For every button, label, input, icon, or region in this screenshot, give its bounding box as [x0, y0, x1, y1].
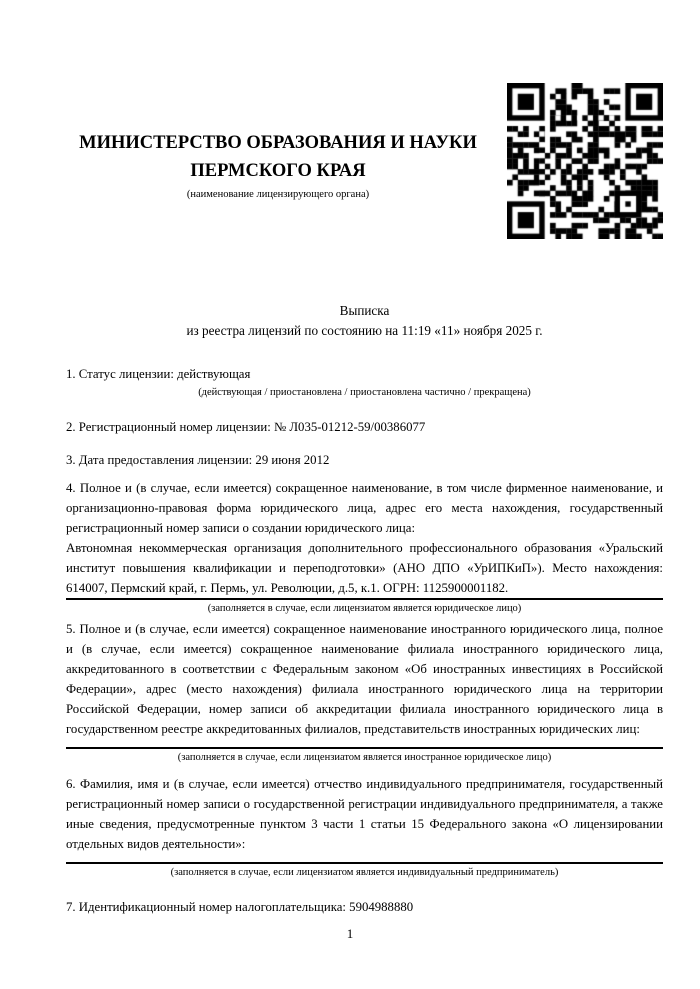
blank-answer-space — [66, 854, 663, 862]
licensing-authority-name — [60, 129, 496, 185]
individual-entrepreneur-question: 6. Фамилия, имя и (в случае, если имеется) отчество индивидуального предпринимателя, государственный регистрационный номер записи о государственной регистрации индивидуального предпринимателя, а также иные сведения, предусмотренные пунктом 3 части 1 статьи 15 Федерального закона «О лицензировании отдельных видов деятельности»: — [66, 777, 663, 851]
item-legal-entity — [66, 478, 663, 615]
grant-date-text: 3. Дата предоставления лицензии: 29 июня 2012 — [66, 453, 330, 467]
fill-line — [66, 862, 663, 864]
legal-entity-question: 4. Полное и (в случае, если имеется) сокращенное наименование, в том числе фирменное наименование, и организационно-правовая форма юридического лица, адрес его места нахождения, государственный регистрационный номер записи о создании юридического лица: — [66, 481, 663, 535]
document-header — [60, 129, 496, 201]
document-title — [66, 301, 663, 341]
item-grant-date — [66, 450, 663, 470]
blank-answer-space — [66, 739, 663, 747]
item-license-status — [66, 364, 663, 399]
page-number: 1 — [346, 926, 354, 941]
legal-entity-caption: (заполняется в случае, если лицензиатом является юридическое лицо) — [207, 603, 522, 614]
registration-number-text: 2. Регистрационный номер лицензии: № Л035-01212-59/00386077 — [66, 420, 426, 434]
ministry-name-line1: МИНИСТЕРСТВО ОБРАЗОВАНИЯ И НАУКИ — [79, 133, 477, 153]
fill-line — [66, 747, 663, 749]
title-line2: из реестра лицензий по состоянию на 11:19 «11» ноября 2025 г. — [186, 323, 543, 338]
taxpayer-id-text: 7. Идентификационный номер налогоплательщика: 5904988880 — [66, 900, 414, 914]
license-status-text: 1. Статус лицензии: действующая — [66, 367, 251, 381]
item-foreign-entity — [66, 619, 663, 764]
ministry-name-line2: ПЕРМСКОГО КРАЯ — [190, 161, 366, 181]
item-registration-number — [66, 417, 663, 437]
title-line1: Выписка — [339, 303, 390, 318]
item-taxpayer-id — [66, 897, 663, 917]
qr-code-icon — [507, 83, 663, 239]
item-individual-entrepreneur — [66, 774, 663, 879]
fill-line — [66, 598, 663, 600]
legal-entity-answer: Автономная некоммерческая организация дополнительного профессионального образования «Уральский институт повышения квалификации и переподготовки» (АНО ДПО «УрИПКиП»). Место нахождения: 614007, Пермский край, г. Пермь, ул. Революции, д.5, к.1. ОГРН: 1125900001182. — [66, 541, 663, 595]
licensing-authority-caption: (наименование лицензирующего органа) — [186, 189, 370, 200]
foreign-entity-caption: (заполняется в случае, если лицензиатом является иностранное юридическое лицо) — [177, 752, 552, 763]
individual-entrepreneur-caption: (заполняется в случае, если лицензиатом является индивидуальный предприниматель) — [170, 867, 559, 878]
license-status-caption: (действующая / приостановлена / приостановлена частично / прекращена) — [198, 387, 531, 398]
foreign-entity-question: 5. Полное и (в случае, если имеется) сокращенное наименование иностранного юридического лица, полное и (в случае, если имеется) сокращенное наименование филиала иностранного юридического лица, аккредитованного в соответствии с Федеральным законом «Об иностранных инвестициях в Российской Федерации», адрес (место нахождения) филиала иностранного юридического лица на территории Российской Федерации, номер записи об аккредитации филиала иностранного юридического лица в государственном реестре аккредитованных филиалов, представительств иностранных юридических лиц: — [66, 622, 663, 736]
